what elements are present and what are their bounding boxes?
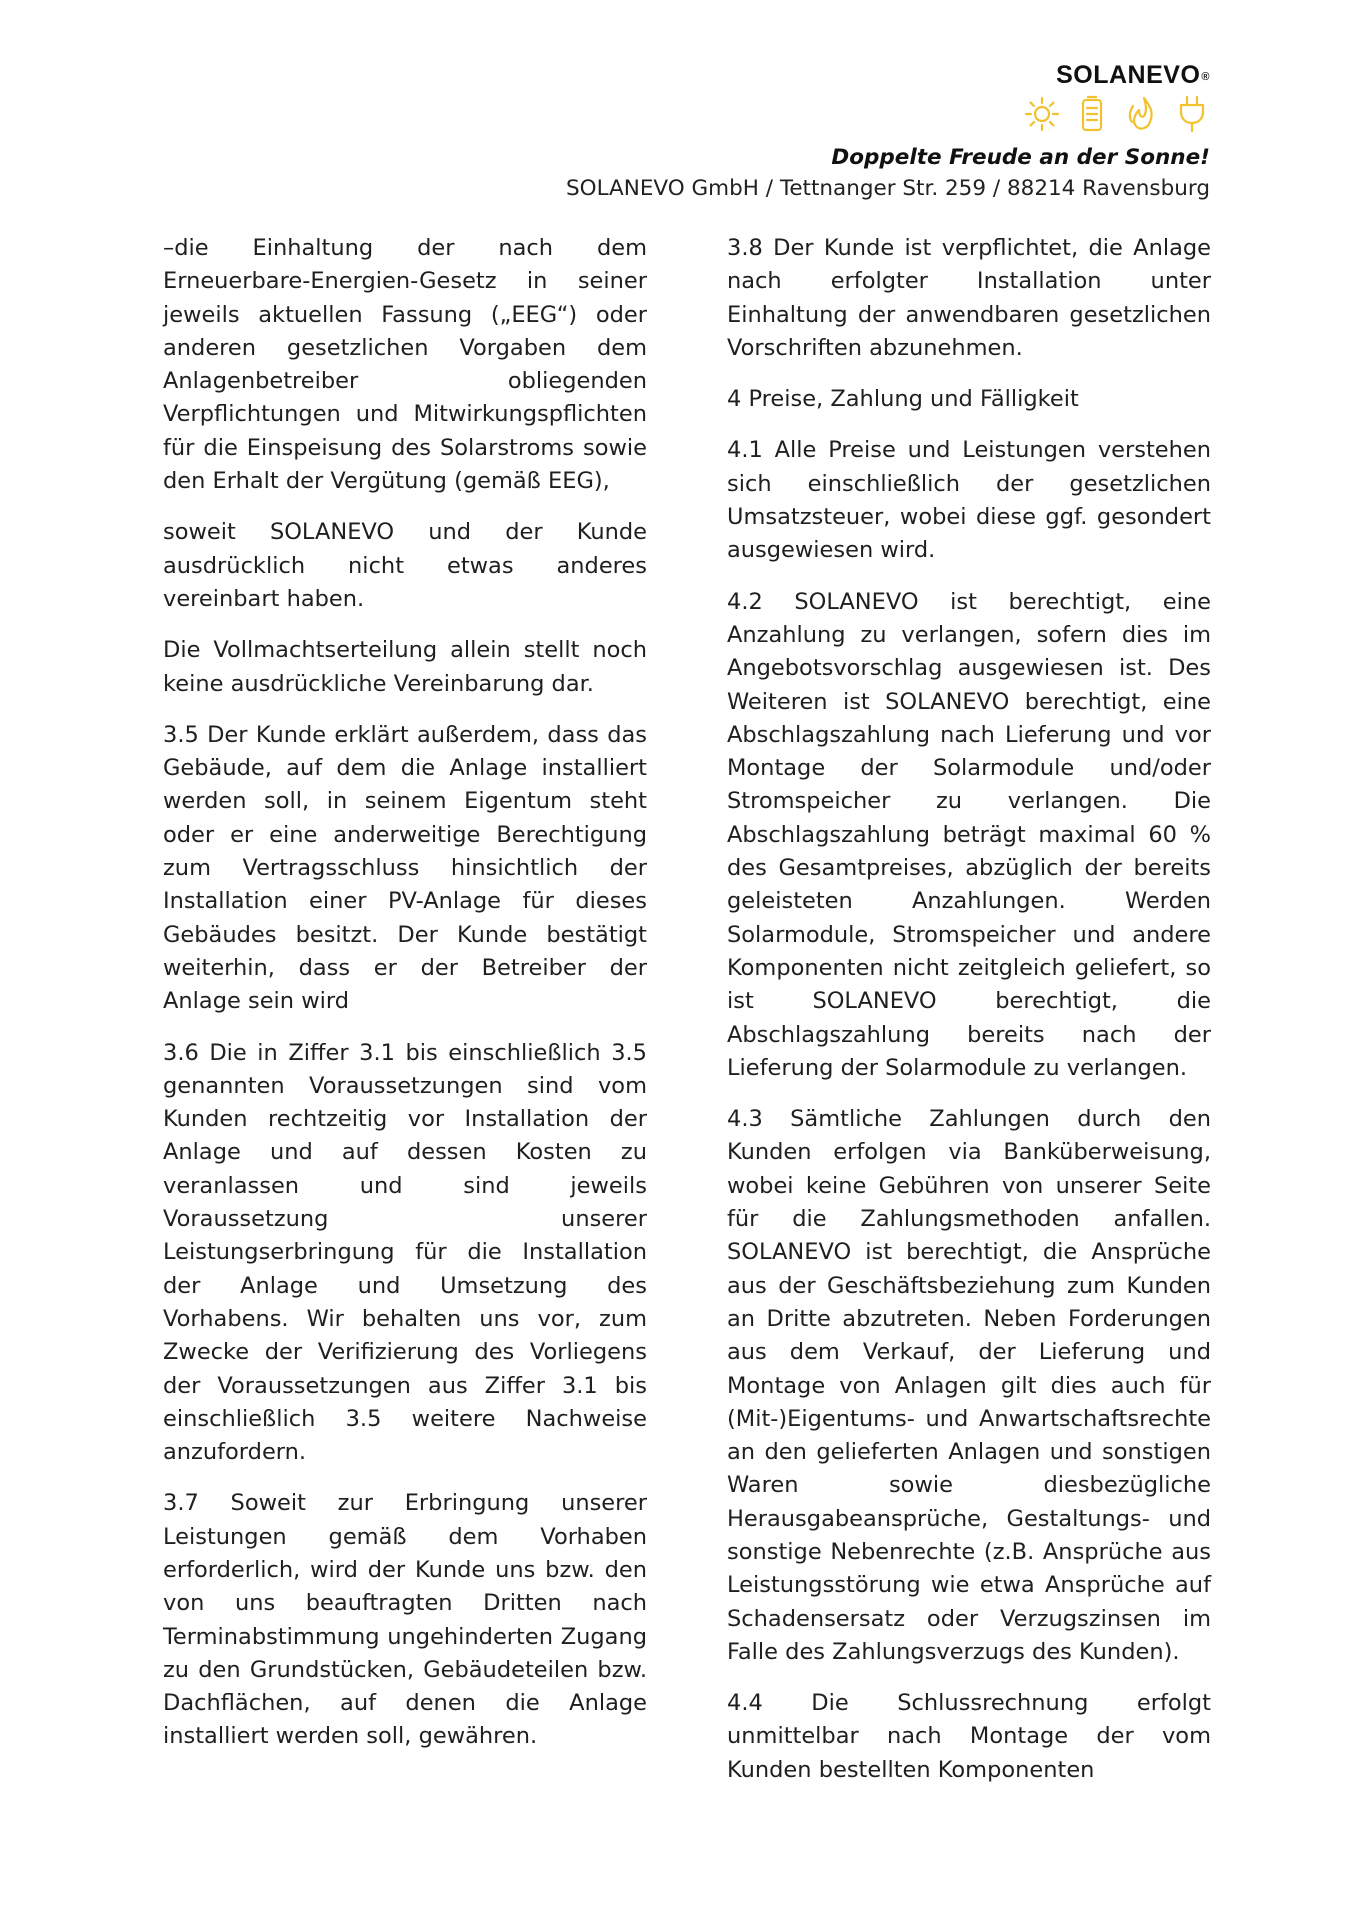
paragraph: 4.3 Sämtliche Zahlungen durch den Kunden erfolgen via Banküberweisung, wobei keine Gebühren von unserer Seite für die Zahlungsmethoden anfallen. SOLANEVO ist berechtigt, die Ansprüche aus der Geschäftsbeziehung zum Kunden an Dritte abzutreten. Neben Forderungen aus dem Verkauf, der Lieferung und Montage von Anlagen gilt dies auch für (Mit-)Eigentums- und Anwartschaftsrechte an den gelieferten Anlagen und sonstigen Waren sowie diesbezügliche Herausgabeansprüche, Gestaltungs- und sonstige Nebenrechte (z.B. Ansprüche aus Leistungsstörung wie etwa Ansprüche auf Schadensersatz oder Verzugszinsen im Falle des Zahlungsverzugs des Kunden). (727, 1106, 1211, 1665)
right-text-column (727, 232, 1211, 1805)
left-text-column (163, 232, 647, 1772)
paragraph: 3.5 Der Kunde erklärt außerdem, dass das Gebäude, auf dem die Anlage installiert werden soll, in seinem Eigentum steht oder er eine anderweitige Berechtigung zum Vertragsschluss hinsichtlich der Installation einer PV-Anlage für dieses Gebäudes besitzt. Der Kunde bestätigt weiterhin, dass er der Betreiber der Anlage sein wird (163, 721, 647, 1015)
paragraph: 3.6 Die in Ziffer 3.1 bis einschließlich 3.5 genannten Voraussetzungen sind vom Kunden rechtzeitig vor Installation der Anlage und auf dessen Kosten zu veranlassen und sind jeweils Voraussetzung unserer Leistungserbringung für die Installation der Anlage und Umsetzung des Vorhabens. Wir behalten uns vor, zum Zwecke der Verifizierung des Vorliegens der Voraussetzungen aus Ziffer 3.1 bis einschließlich 3.5 weitere Nachweise anzufordern. (163, 1039, 647, 1466)
page-header (450, 60, 1210, 204)
brand-name: SOLANEVO (1056, 61, 1201, 89)
paragraph: Die Vollmachtserteilung allein stellt noch keine ausdrückliche Vereinbarung dar. (163, 637, 647, 697)
plug-icon (1174, 94, 1210, 134)
registered-mark: ® (1201, 71, 1210, 83)
company-address: SOLANEVO GmbH / Tettnanger Str. 259 / 88214 Ravensburg (566, 176, 1210, 201)
paragraph: 4.1 Alle Preise und Leistungen verstehen sich einschließlich der gesetzlichen Umsatzsteuer, wobei diese ggf. gesondert ausgewiesen wird. (727, 437, 1211, 564)
logo-icon-row (450, 94, 1210, 134)
paragraph: 3.8 Der Kunde ist verpflichtet, die Anlage nach erfolgter Installation unter Einhaltung der anwendbaren gesetzlichen Vorschriften abzunehmen. (727, 235, 1211, 361)
section-heading: 4 Preise, Zahlung und Fälligkeit (727, 386, 1079, 413)
brand-logo (450, 60, 1210, 90)
paragraph: 3.7 Soweit zur Erbringung unserer Leistungen gemäß dem Vorhaben erforderlich, wird der Kunde uns bzw. den von uns beauftragten Dritten nach Terminabstimmung ungehinderten Zugang zu den Grundstücken, Gebäudeteilen bzw. Dachflächen, auf denen die Anlage installiert werden soll, gewähren. (163, 1490, 647, 1750)
battery-icon (1074, 94, 1110, 134)
paragraph: –die Einhaltung der nach dem Erneuerbare-Energien-Gesetz in seiner jeweils aktuellen Fassung („EEG“) oder anderen gesetzlichen Vorgaben dem Anlagenbetreiber obliegenden Verpflichtungen und Mitwirkungspflichten für die Einspeisung des Solarstroms sowie den Erhalt der Vergütung (gemäß EEG), (163, 235, 647, 495)
paragraph: soweit SOLANEVO und der Kunde ausdrücklich nicht etwas anderes vereinbart haben. (163, 519, 647, 612)
flame-icon (1124, 94, 1160, 134)
paragraph: 4.2 SOLANEVO ist berechtigt, eine Anzahlung zu verlangen, sofern dies im Angebotsvorschlag ausgewiesen ist. Des Weiteren ist SOLANEVO berechtigt, eine Abschlagszahlung nach Lieferung und vor Montage der Solarmodule und/oder Stromspeicher zu verlangen. Die Abschlagszahlung beträgt maximal 60 % des Gesamtpreises, abzüglich der bereits geleisteten Anzahlungen. Werden Solarmodule, Stromspeicher und andere Komponenten nicht zeitgleich geliefert, so ist SOLANEVO berechtigt, die Abschlagszahlung bereits nach der Lieferung der Solarmodule zu verlangen. (727, 588, 1211, 1081)
sun-icon (1024, 94, 1060, 134)
slogan: Doppelte Freude an der Sonne! (831, 145, 1210, 170)
paragraph: 4.4 Die Schlussrechnung erfolgt unmittelbar nach Montage der vom Kunden bestellten Komponenten (727, 1690, 1211, 1783)
